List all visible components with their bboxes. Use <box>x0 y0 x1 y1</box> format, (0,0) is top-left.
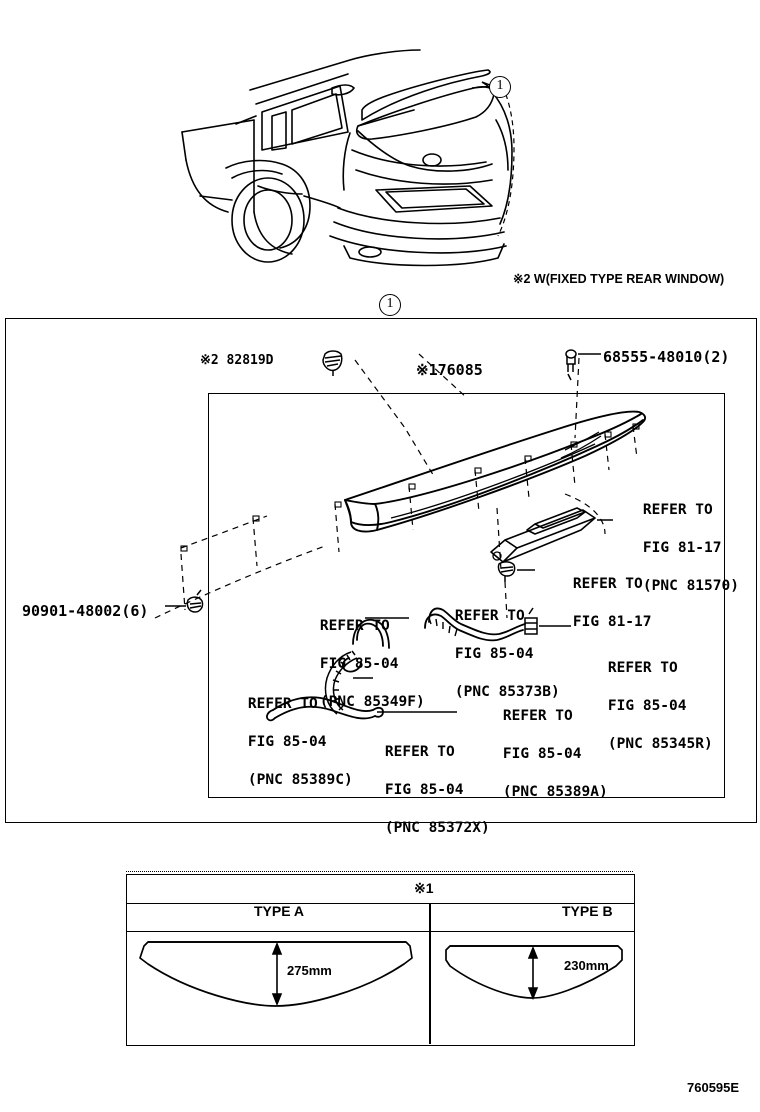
type-table-column-divider <box>429 903 431 1044</box>
ref-line-1: REFER TO <box>247 696 318 712</box>
ref-line-2: FIG 85-04 <box>247 734 327 750</box>
ref-line-2: FIG 85-04 <box>502 746 582 762</box>
label-clip-90901: 90901-48002(6) <box>22 602 149 620</box>
ref-line-2: FIG 81-17 <box>642 540 722 556</box>
ref-line-2: FIG 85-04 <box>319 656 399 672</box>
ref-line-1: REFER TO <box>607 660 678 676</box>
ref-line-1: REFER TO <box>454 608 525 624</box>
ref-line-1: REFER TO <box>642 502 713 518</box>
type-table-header-label: ※1 <box>414 880 434 896</box>
type-a-glass-shape <box>126 930 429 1044</box>
fixed-rear-window-note: ※2 W(FIXED TYPE REAR WINDOW) <box>513 272 725 286</box>
ref-line-2: FIG 85-04 <box>384 782 464 798</box>
reference-pnc-85389c <box>213 676 353 809</box>
type-table-column-b: TYPE B <box>562 903 613 919</box>
label-main-part-76085: ※176085 <box>416 361 483 379</box>
ref-line-3: (PNC 85389A) <box>502 784 608 800</box>
ref-line-3: (PNC 85373B) <box>454 684 560 700</box>
type-a-dimension: 275mm <box>287 963 332 978</box>
ref-line-3: (PNC 81570) <box>642 578 739 594</box>
callout-number-panel: 1 <box>379 294 401 316</box>
callout-number-vehicle: 1 <box>489 76 511 98</box>
vehicle-illustration <box>0 0 760 300</box>
type-b-glass-shape <box>432 930 632 1044</box>
label-bolt-68555: 68555-48010(2) <box>603 348 730 366</box>
ref-line-2: FIG 85-04 <box>454 646 534 662</box>
ref-line-1: REFER TO <box>572 576 643 592</box>
ref-line-3: (PNC 85372X) <box>384 820 490 836</box>
ref-line-3: (PNC 85345R) <box>607 736 713 752</box>
type-table-column-a: TYPE A <box>254 903 305 919</box>
ref-line-3: (PNC 85389C) <box>247 772 353 788</box>
label-clip-82819d: ※2 82819D <box>200 353 274 368</box>
type-table-column-row <box>127 903 634 932</box>
ref-line-1: REFER TO <box>502 708 573 724</box>
ref-line-3: (PNC 85349F) <box>319 694 425 710</box>
type-b-dimension: 230mm <box>564 958 609 973</box>
diagram-footer-code: 760595E <box>687 1080 740 1095</box>
reference-pnc-85372x <box>350 724 490 857</box>
ref-line-2: FIG 81-17 <box>572 614 652 630</box>
type-table-header-row <box>127 875 634 904</box>
ref-line-1: REFER TO <box>384 744 455 760</box>
ref-line-2: FIG 85-04 <box>607 698 687 714</box>
ref-line-1: REFER TO <box>319 618 390 634</box>
